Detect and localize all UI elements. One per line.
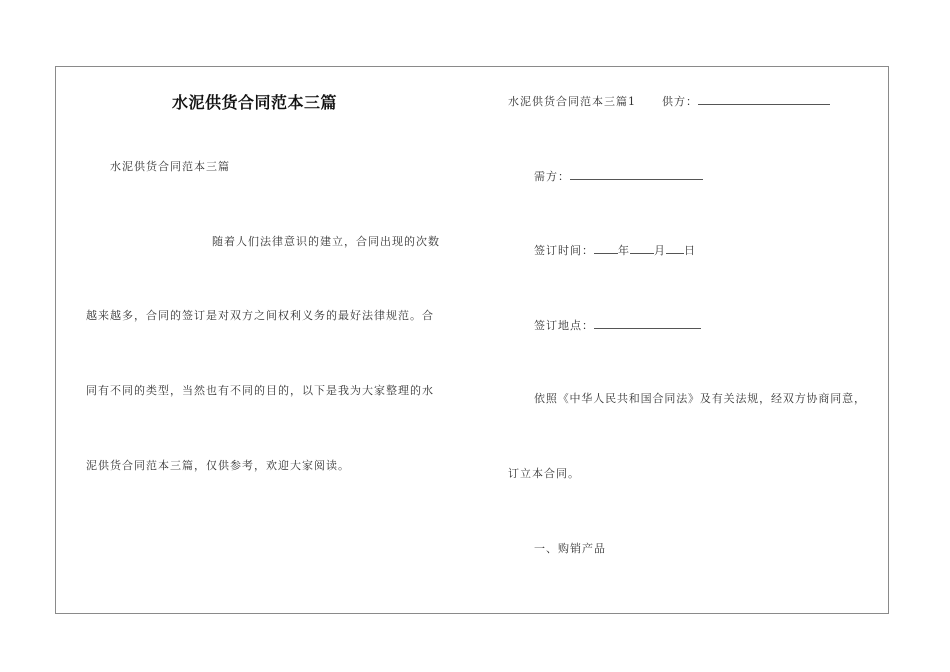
subtitle: 水泥供货合同范本三篇 [110,160,230,173]
paragraph-line-1: 随着人们法律意识的建立，合同出现的次数 [212,235,440,248]
month-blank [630,243,654,254]
buyer-label: 需方： [534,170,570,183]
document-title: 水泥供货合同范本三篇 [172,93,338,112]
sign-place-blank [594,318,701,329]
sign-place-row [534,318,701,333]
month-label: 月 [654,244,666,257]
buyer-blank [570,169,703,180]
sign-place-label: 签订地点： [534,319,594,332]
paragraph-line-4: 泥供货合同范本三篇，仅供参考，欢迎大家阅读。 [86,459,350,472]
supplier-blank [698,94,830,105]
supplier-label: 供方： [662,95,698,108]
contract-heading [508,94,830,109]
sign-time-row [534,243,696,258]
paragraph-line-3: 同有不同的类型，当然也有不同的目的，以下是我为大家整理的水 [86,384,434,397]
basis-line: 依照《中华人民共和国合同法》及有关法规，经双方协商同意， [534,392,866,405]
basis-line-cont: 订立本合同。 [508,467,580,480]
day-label: 日 [684,244,696,257]
contract-heading-text: 水泥供货合同范本三篇1 [508,95,636,108]
day-blank [666,243,684,254]
year-blank [594,243,618,254]
sign-time-label: 签订时间： [534,244,594,257]
buyer-row [534,169,703,184]
year-label: 年 [618,244,630,257]
document-page [55,66,889,614]
section-heading: 一、购销产品 [534,542,606,555]
paragraph-line-2: 越来越多，合同的签订是对双方之间权利义务的最好法律规范。合 [86,309,434,322]
